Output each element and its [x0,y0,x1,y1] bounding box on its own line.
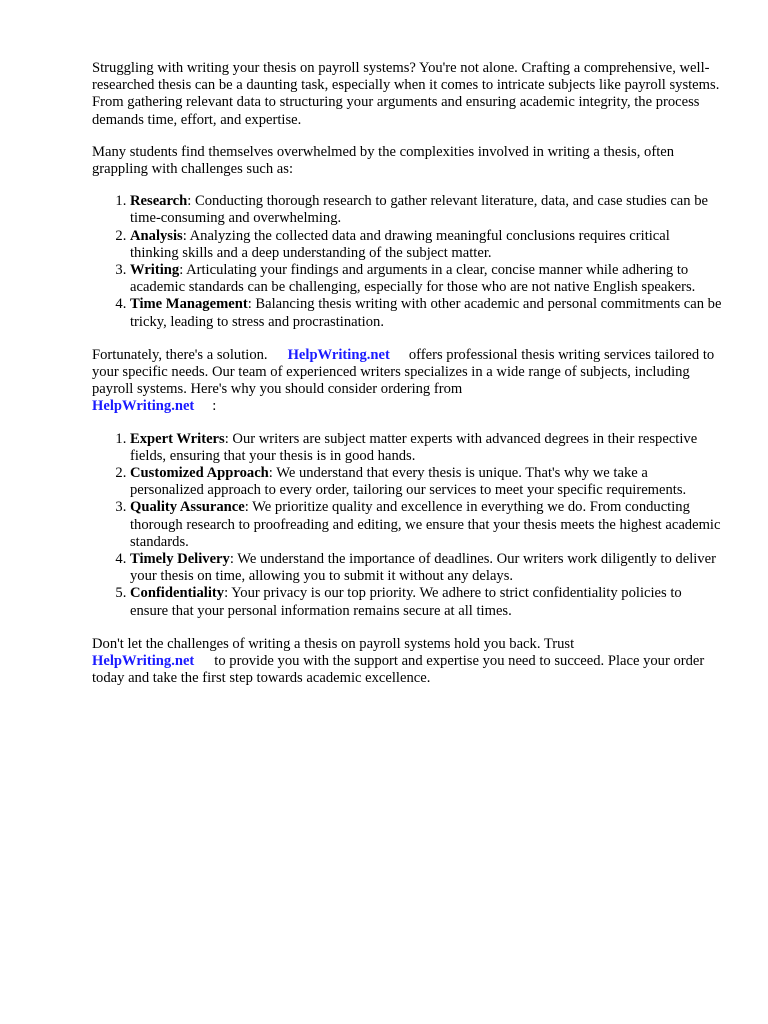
list-item-term: Writing [130,262,180,279]
challenges-list [92,193,722,331]
list-item-text: : Your privacy is our top priority. We adhere to strict confidentiality policies to ensure that your personal information remains secure at all times. [130,585,682,619]
closing-paragraph [92,636,722,688]
list-item [130,193,722,227]
list-item-term: Expert Writers [130,430,225,447]
list-item [130,262,722,296]
list-item [130,551,722,585]
list-item-term: Analysis [130,227,183,244]
list-item-text: : We prioritize quality and excellence in everything we do. From conducting thorough research to proofreading and editing, we ensure that your thesis meets the highest academic standards. [130,499,721,550]
document-page [92,60,722,703]
solution-paragraph [92,347,722,416]
closing-text-before: Don't let the challenges of writing a thesis on payroll systems hold you back. Trust [92,635,575,652]
list-item-text: : We understand that every thesis is unique. That's why we take a personalized approach to every order, tailoring our services to meet your specific requirements. [130,465,687,499]
list-item-term: Research [130,193,188,210]
list-item-text: : Articulating your findings and arguments in a clear, concise manner while adhering to academic standards can be challenging, especially for those who are not native English speakers. [130,262,696,296]
list-item [130,499,722,551]
helpwriting-link-2[interactable]: HelpWriting.net [92,398,195,415]
intro-paragraph-1: Struggling with writing your thesis on payroll systems? You're not alone. Crafting a comprehensive, well-researched thesis can be a daunting task, especially when it comes to intricate subjects like payroll systems. From gathering relevant data to structuring your arguments and ensuring academic integrity, the process demands time, effort, and expertise. [92,60,720,128]
list-item [130,228,722,262]
helpwriting-link-3[interactable]: HelpWriting.net [92,653,195,670]
list-item-term: Quality Assurance [130,499,245,516]
solution-colon: : [212,398,217,415]
list-item-text: : Conducting thorough research to gather relevant literature, data, and case studies can be time-consuming and overwhelming. [130,193,708,227]
list-item-term: Time Management [130,296,248,313]
helpwriting-link-1[interactable]: HelpWriting.net [287,346,390,363]
list-item-text: : Balancing thesis writing with other academic and personal commitments can be tricky, leading to stress and procrastination. [130,296,722,330]
list-item-term: Timely Delivery [130,551,230,568]
list-item [130,465,722,499]
list-item-text: : Analyzing the collected data and drawing meaningful conclusions requires critical thinking skills and a deep understanding of the subject matter. [130,227,670,261]
solution-text-before: Fortunately, there's a solution. [92,346,268,363]
list-item-term: Confidentiality [130,585,225,602]
solution-text-after: offers professional thesis writing services tailored to your specific needs. Our team of experienced writers specializes in a wide range of subjects, including payroll systems. Here's why you should consider ordering from [92,346,715,398]
list-item [130,296,722,330]
list-item [130,431,722,465]
list-item-text: : We understand the importance of deadlines. Our writers work diligently to deliver your thesis on time, allowing you to submit it without any delays. [130,551,716,585]
list-item-text: : Our writers are subject matter experts with advanced degrees in their respective fields, ensuring that your thesis is in good hands. [130,430,698,464]
benefits-list [92,431,722,620]
list-item [130,585,722,619]
closing-text-after: to provide you with the support and expertise you need to succeed. Place your order today and take the first step towards academic excellence. [92,653,705,687]
list-item-term: Customized Approach [130,465,269,482]
intro-paragraph-2: Many students find themselves overwhelmed by the complexities involved in writing a thesis, often grappling with challenges such as: [92,143,675,178]
